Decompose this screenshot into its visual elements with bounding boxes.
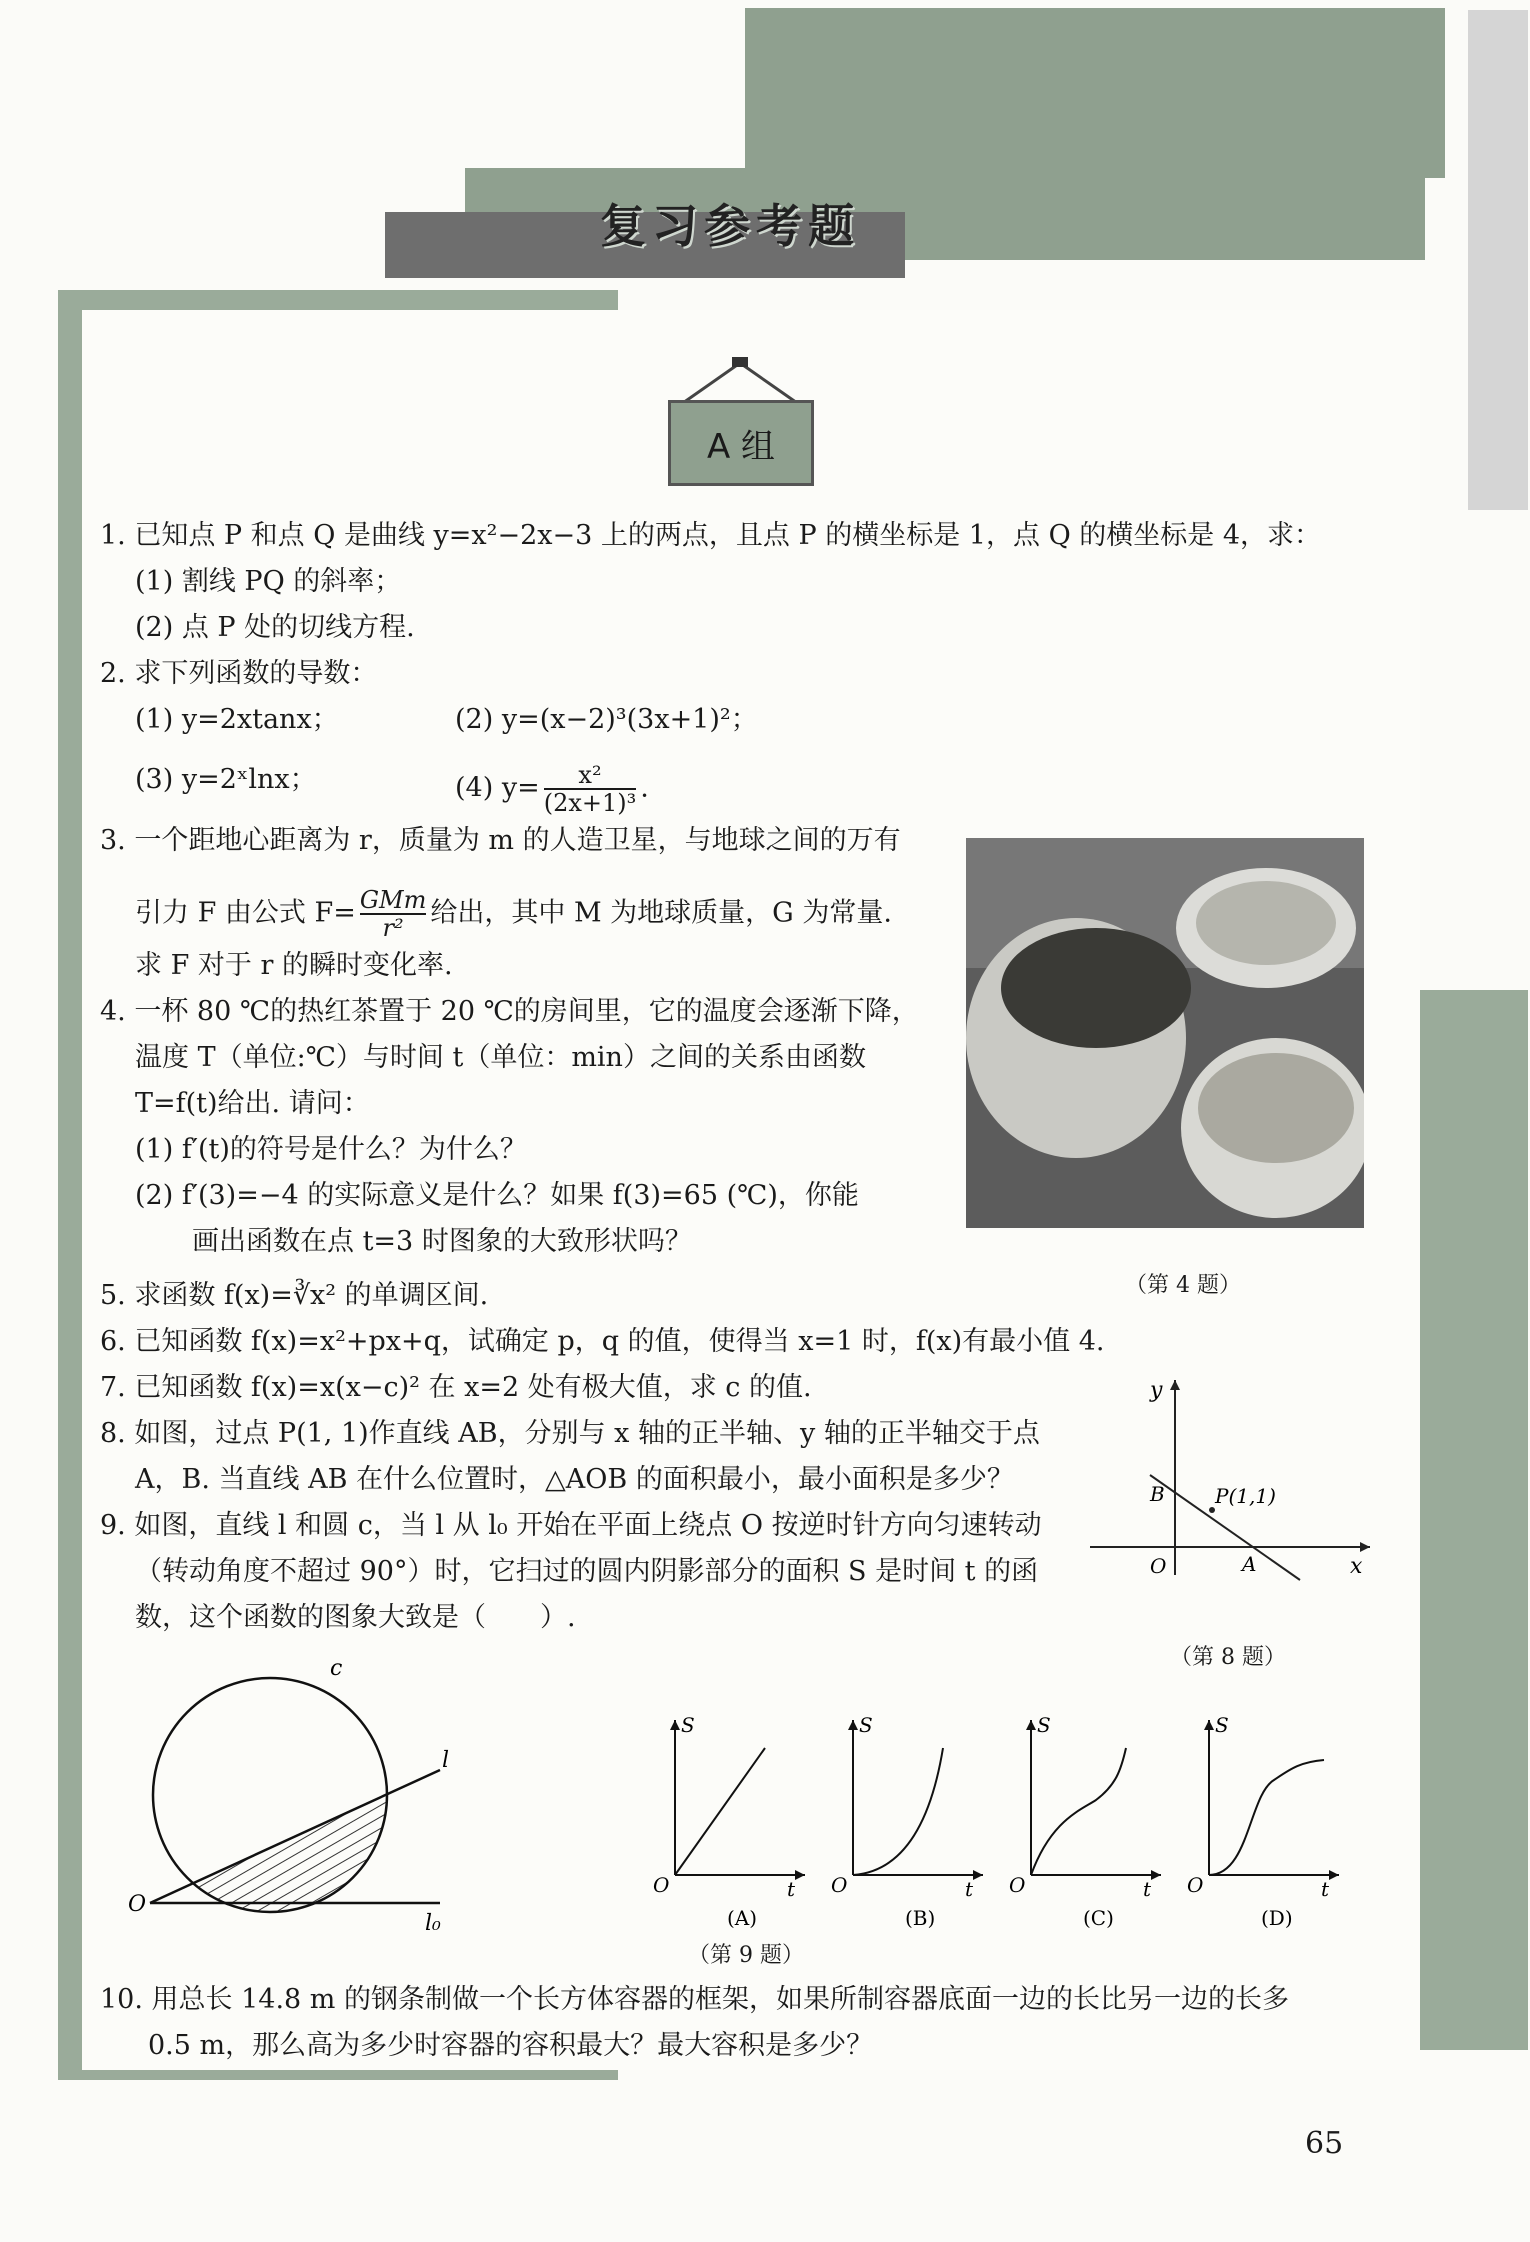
q2-part-4-suffix: . — [640, 772, 649, 804]
graph-b-s: S — [859, 1713, 873, 1737]
graph-d — [1187, 1713, 1339, 1930]
q1-part-1: (1) 割线 PQ 的斜率； — [135, 566, 402, 597]
page-number: 65 — [1305, 2126, 1344, 2161]
q8-figure — [1080, 1375, 1380, 1585]
graph-a-o: O — [653, 1873, 670, 1897]
q10-line-1: 10. 用总长 14.8 m 的钢条制做一个长方体容器的框架，如果所制容器底面一边的长比另一边的长多 — [100, 1984, 1289, 2015]
q2-part-1: (1) y=2xtanx； — [135, 704, 339, 735]
q3-formula-prefix: 引力 F 由公式 F= — [135, 897, 356, 929]
graph-a — [653, 1713, 805, 1930]
q9-option-graphs — [645, 1700, 1365, 1940]
decor-strip-right — [1468, 10, 1528, 510]
q2-part-4-prefix: (4) y= — [455, 772, 540, 804]
q5: 5. 求函数 f(x)=∛x² 的单调区间. — [100, 1280, 489, 1311]
decor-block-right — [1410, 990, 1528, 2050]
decor-block-top — [745, 8, 1445, 178]
q2-part-3: (3) y=2ˣlnx； — [135, 764, 317, 795]
numerator: GMm — [359, 886, 427, 914]
q3-line-2 — [135, 887, 892, 941]
q9-line-3: 数，这个函数的图象大致是（ ）. — [135, 1602, 576, 1633]
q8-origin: O — [1150, 1554, 1167, 1578]
numerator: x² — [544, 762, 637, 790]
page-title: 复习参考题 — [600, 199, 860, 253]
graph-b-o: O — [831, 1873, 848, 1897]
q4-part-2: (2) f′(3)=−4 的实际意义是什么？如果 f(3)=65 (℃)，你能 — [135, 1180, 859, 1211]
denominator: (2x+1)³ — [543, 789, 637, 817]
fraction — [360, 887, 427, 941]
graph-b-label: (B) — [905, 1906, 936, 1930]
graph-c — [1009, 1713, 1161, 1930]
q9-circle-label: c — [330, 1656, 343, 1681]
q4-caption: （第 4 题） — [1125, 1273, 1241, 1298]
graph-b-t: t — [965, 1877, 974, 1901]
q2-stem: 2. 求下列函数的导数： — [100, 658, 378, 689]
q8-line-1: 8. 如图，过点 P(1, 1)作直线 AB，分别与 x 轴的正半轴、y 轴的正半轴交于点 — [100, 1418, 1040, 1449]
q9-line-1: 9. 如图，直线 l 和圆 c，当 l 从 l₀ 开始在平面上绕点 O 按逆时针方向匀速转动 — [100, 1510, 1042, 1541]
q1-part-2: (2) 点 P 处的切线方程. — [135, 612, 415, 643]
q8-line-2: A，B. 当直线 AB 在什么位置时，△AOB 的面积最小，最小面积是多少？ — [135, 1464, 1014, 1495]
q9-line-2: （转动角度不超过 90°）时，它扫过的圆内阴影部分的面积 S 是时间 t 的函 — [135, 1556, 1039, 1587]
graph-c-o: O — [1009, 1873, 1026, 1897]
denominator: r² — [382, 914, 404, 942]
q8-point-b: B — [1150, 1482, 1165, 1506]
q9-line-label: l — [442, 1748, 450, 1773]
q2-part-4 — [455, 762, 649, 816]
graph-d-o: O — [1187, 1873, 1204, 1897]
graph-c-label: (C) — [1083, 1906, 1114, 1930]
q8-axis-x: x — [1350, 1554, 1363, 1579]
q1-stem: 1. 已知点 P 和点 Q 是曲线 y=x²−2x−3 上的两点，且点 P 的横坐标是 1，点 Q 的横坐标是 4，求： — [100, 520, 1322, 551]
graph-a-s: S — [681, 1713, 695, 1737]
group-sign: A 组 — [668, 400, 814, 486]
q4-line-1: 4. 一杯 80 ℃的热红茶置于 20 ℃的房间里，它的温度会逐渐下降， — [100, 996, 919, 1027]
q3-line-1: 3. 一个距地心距离为 r，质量为 m 的人造卫星，与地球之间的万有 — [100, 825, 901, 856]
q9-origin: O — [128, 1892, 147, 1917]
q7: 7. 已知函数 f(x)=x(x−c)² 在 x=2 处有极大值，求 c 的值. — [100, 1372, 812, 1403]
q8-caption: （第 8 题） — [1170, 1645, 1286, 1670]
tea-photo — [966, 838, 1364, 1228]
graph-d-label: (D) — [1261, 1906, 1293, 1930]
graph-d-s: S — [1215, 1713, 1229, 1737]
q8-point-a: A — [1242, 1552, 1257, 1576]
graph-b — [831, 1713, 983, 1930]
q10-line-2: 0.5 m，那么高为多少时容器的容积最大？最大容积是多少？ — [148, 2030, 874, 2061]
q4-line-2: 温度 T（单位:℃）与时间 t（单位：min）之间的关系由函数 — [135, 1042, 866, 1073]
q8-axis-y: y — [1150, 1378, 1163, 1403]
graph-a-t: t — [787, 1877, 796, 1901]
q2-part-2: (2) y=(x−2)³(3x+1)²； — [455, 704, 758, 735]
q6: 6. 已知函数 f(x)=x²+px+q，试确定 p，q 的值，使得当 x=1 时，f(x)有最小值 4. — [100, 1326, 1105, 1357]
q4-part-1: (1) f′(t)的符号是什么？为什么？ — [135, 1134, 527, 1165]
q9-circle-figure — [120, 1655, 480, 1935]
q3-formula-suffix: 给出，其中 M 为地球质量，G 为常量. — [430, 897, 892, 929]
q4-line-3: T=f(t)给出. 请问： — [135, 1088, 370, 1119]
q8-point-p: P(1,1) — [1215, 1484, 1276, 1508]
graph-d-t: t — [1321, 1877, 1330, 1901]
q3-line-3: 求 F 对于 r 的瞬时变化率. — [135, 950, 453, 981]
q9-line0-label: l₀ — [425, 1911, 441, 1935]
graph-c-s: S — [1037, 1713, 1051, 1737]
q9-caption: （第 9 题） — [688, 1943, 804, 1968]
graph-a-label: (A) — [727, 1906, 758, 1930]
q4-part-2-cont: 画出函数在点 t=3 时图象的大致形状吗？ — [192, 1226, 692, 1257]
fraction — [544, 762, 637, 816]
graph-c-t: t — [1143, 1877, 1152, 1901]
